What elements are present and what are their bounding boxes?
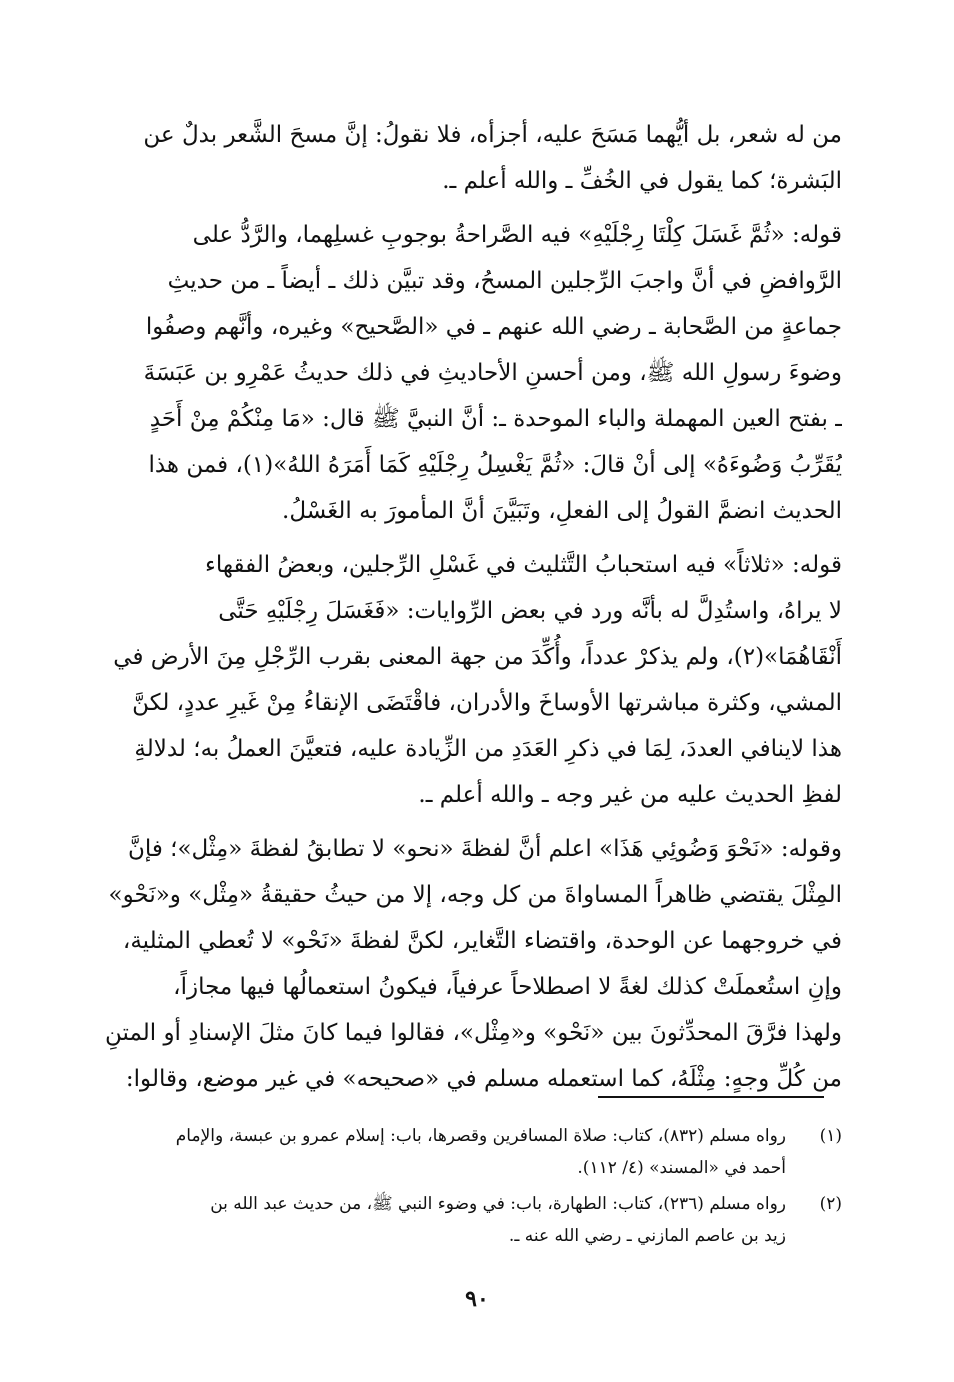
paragraph-3 bbox=[102, 542, 842, 818]
text-line: لفظِ الحديث عليه من غير وجه ـ والله أعلم ـ. bbox=[418, 782, 842, 808]
footnote-text: رواه مسلم (٨٣٢)، كتاب: صلاة المسافرين وقصرها، باب: إسلام عمرو بن عبسة، والإمام bbox=[175, 1126, 786, 1146]
footnote-1 bbox=[102, 1120, 842, 1184]
footnote-2 bbox=[102, 1188, 842, 1252]
text-line: من له شعر، بل أيُّهما مَسَحَ عليه، أجزأه، فلا نقولُ: إنَّ مسحَ الشَّعر بدلٌ عن bbox=[143, 122, 842, 148]
text-line: المشي، وكثرة مباشرتها الأوساخَ والأدران، فاقْتَضَى الإنقاءُ مِنْ غَيرِ عددٍ، لكنَّ bbox=[132, 690, 842, 716]
main-text bbox=[102, 112, 842, 1102]
text-line: قوله: «ثُمَّ غَسَلَ كِلْتَا رِجْلَيْهِ» فيه الصَّراحةُ بوجوبِ غسلِهما، والرَّدُّ على bbox=[192, 222, 842, 248]
text-line: من كُلِّ وجهٍ: مِثْلَهُ، كما استعمله مسلم في «صحيحه» في غير موضع، وقالوا: bbox=[125, 1066, 842, 1092]
footnote-text: أحمد في «المسند» (٤/ ١١٢). bbox=[577, 1158, 786, 1178]
text-line: وضوءَ رسولِ الله ﷺ، ومن أحسنِ الأحاديثِ في ذلك حديثُ عَمْرِو بن عَبَسَةَ bbox=[143, 360, 842, 386]
footnote-text: رواه مسلم (٢٣٦)، كتاب: الطهارة، باب: في وضوء النبي ﷺ، من حديث عبد الله بن bbox=[210, 1194, 786, 1214]
text-line: وإنِ استُعملَتْ كذلك لغةً لا اصطلاحاً عرفياً، فيكونُ استعمالُها فيها مجازاً، bbox=[173, 974, 842, 1000]
text-line: يُقَرِّبُ وَضُوءَهُ» إلى أنْ قالَ: «ثُمَّ يَغْسِلُ رِجْلَيْهِ كَمَا أَمَرَهُ اللهُ»(١)، فمن هذا bbox=[148, 452, 842, 478]
text-line: لا يراهُ، واستُدِلَّ له بأنَّه ورد في بعض الرِّوايات: «فَغَسَلَ رِجْلَيْهِ حَتَّى bbox=[218, 598, 842, 624]
text-line: جماعةٍ من الصَّحابة ـ رضي الله عنهم ـ في «الصَّحيح» وغيره، وأنَّهم وصفُوا bbox=[145, 314, 842, 340]
text-line: قوله: «ثلاثاً» فيه استحبابُ التَّثليث في غَسْلِ الرِّجلين، وبعضُ الفقهاء bbox=[205, 552, 842, 578]
text-line: ولهذا فرَّقَ المحدِّثونَ بين «نَحْو» و«مِثْل»، فقالوا فيما كانَ مثلَ الإسنادِ أو المتنِ bbox=[105, 1020, 842, 1046]
text-line: هذا لاينافي العددَ، لِمَا في ذكرِ العَدَدِ من الزِّيادة عليه، فتعيَّنَ العملُ به؛ لدلالةِ bbox=[134, 736, 842, 762]
footnote-number: (١) bbox=[819, 1126, 842, 1146]
text-line: البَشرة؛ كما يقول في الخُفِّ ـ والله أعلم ـ. bbox=[442, 168, 842, 194]
text-line: في خروجهما عن الوحدة، واقتضاء التَّغاير، لكنَّ لفظةَ «نَحْو» لا تُعطي المثلية، bbox=[122, 928, 842, 954]
text-line: الحديث انضمَّ القولُ إلى الفعلِ، وتَبَيَّنَ أنَّ المأمورَ به الغَسْلُ. bbox=[282, 498, 842, 524]
paragraph-1 bbox=[102, 112, 842, 204]
text-line: وقوله: «نَحْوَ وَضُوئِي هَذَا» اعلم أنَّ لفظةَ «نحو» لا تطابقُ لفظةَ «مِثْل»؛ فإنَّ bbox=[127, 836, 842, 862]
footnote-number: (٢) bbox=[819, 1194, 842, 1214]
paragraph-2 bbox=[102, 212, 842, 534]
paragraph-4 bbox=[102, 826, 842, 1102]
text-line: المِثْلَ يقتضي ظاهراً المساواةَ من كل وجه، إلا من حيثُ حقيقةُ «مِثْل» و«نَحْو» bbox=[108, 882, 842, 908]
footnote-separator bbox=[598, 1096, 824, 1098]
text-line: ـ بفتح العين المهملة والباء الموحدة ـ: أنَّ النبيَّ ﷺ قال: «مَا مِنْكُمْ مِنْ أَحَدٍ bbox=[149, 406, 842, 432]
footnotes bbox=[102, 1120, 842, 1252]
text-line: أَنْقَاهُمَا»(٢)، ولم يذكرْ عدداً، وأُكِّدَ من جهة المعنى بقرب الرِّجْلِ مِنَ الأرض في bbox=[113, 644, 842, 670]
page-number: ٩٠ bbox=[465, 1286, 489, 1312]
footnote-text: زيد بن عاصم المازني ـ رضي الله عنه ـ. bbox=[508, 1226, 786, 1246]
text-line: الرَّوافضِ في أنَّ واجبَ الرِّجلين المسحُ، وقد تبيَّن ذلك ـ أيضاً ـ من حديثِ bbox=[167, 268, 842, 294]
